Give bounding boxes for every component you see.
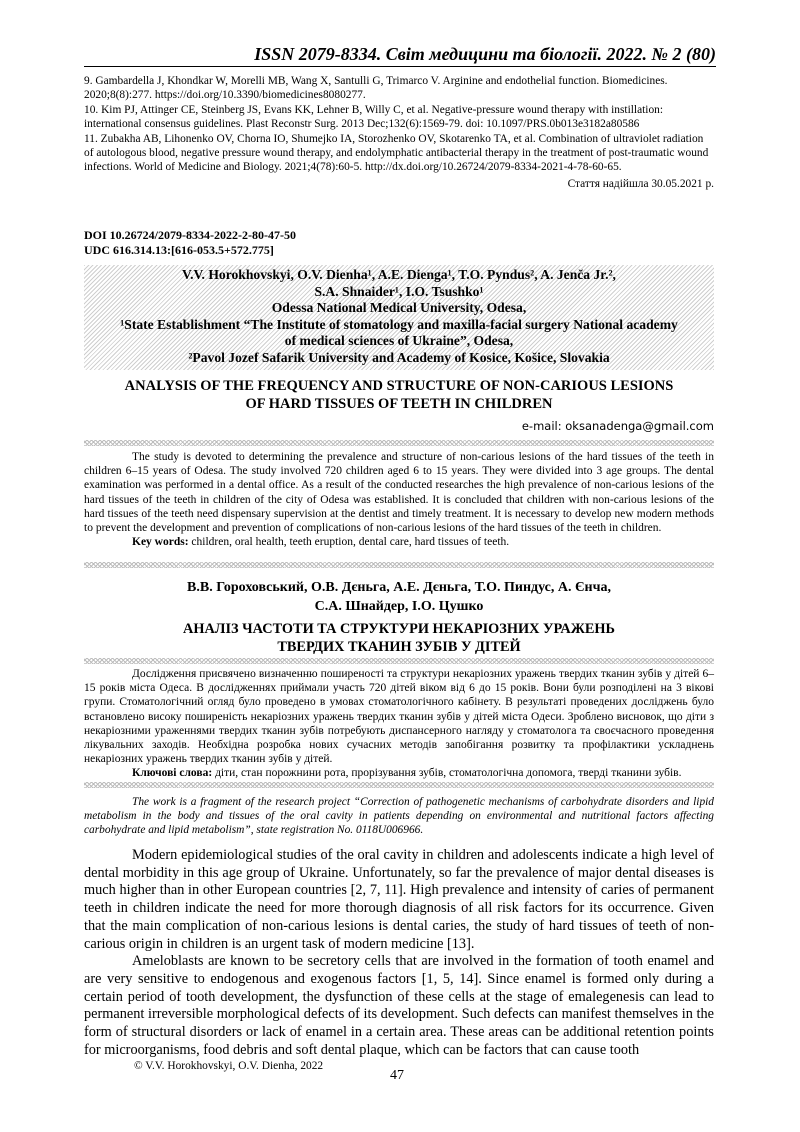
article-title-en	[84, 377, 714, 413]
divider	[84, 440, 714, 446]
keywords-text: діти, стан порожнини рота, прорізування зубів, стоматологічна допомога, тверді тканини зубів.	[212, 767, 682, 780]
journal-header: ISSN 2079-8334. Світ медицини та біології. 2022. № 2 (80)	[254, 44, 716, 64]
body-paragraph: Modern epidemiological studies of the oral cavity in children and adolescents indicate a high level of dental morbidity in this age group of Ukraine. Unfortunately, so far the prevalence of major dental diseases is much higher than in other European countries [2, 7, 11]. High prevalence and intensity of caries of permanent teeth in children indicate the need for more thorough diagnosis of all risk factors for its occurrence. Given that the main complication of non-carious lesions is dental caries, the study of hard tissues of teeth of non-carious origin in children is an urgent task of modern medicine [13].	[84, 847, 714, 952]
authors-ua	[84, 578, 714, 616]
funding-note	[84, 795, 714, 838]
article-identifiers	[84, 228, 296, 258]
title-line: АНАЛІЗ ЧАСТОТИ ТА СТРУКТУРИ НЕКАРІОЗНИХ УРАЖЕНЬ	[183, 621, 615, 637]
authors-affiliations-en	[84, 265, 714, 370]
abstract-text: The study is devoted to determining the prevalence and structure of non-carious lesions of the hard tissues of the teeth in children 6–15 years of Odesa. The study involved 720 children aged 6 to 15 years. They were divided into 3 age groups. The dental examination was performed in a dental office. As a result of the conducted researches the high prevalence of non-carious lesions of the hard tissues of the teeth in children of the city of Odesa was established. It is concluded that children with non-carious lesions of the hard tissues of the teeth need dispensary supervision at the dentist and timely treatment. It is necessary to develop new modern methods to prevent the development and prevention of complications of non-carious lesions of the hard tissues of the teeth in children.	[84, 451, 714, 535]
title-line: ТВЕРДИХ ТКАНИН ЗУБІВ У ДІТЕЙ	[277, 639, 521, 655]
affiliation-line: ¹State Establishment “The Institute of stomatology and maxilla-facial surgery National academy	[120, 316, 678, 332]
authors-line: V.V. Horokhovskyi, O.V. Dienha¹, A.E. Dienga¹, T.O. Pyndus², A. Jenča Jr.²,	[182, 267, 616, 282]
abstract-ua	[84, 667, 714, 781]
body-paragraph: Ameloblasts are known to be secretory cells that are involved in the formation of tooth enamel and are very sensitive to endogenous and exogenous factors [1, 5, 14]. Since enamel is formed only during a certain period of tooth development, the dysfunction of these cells at the stage of emalegenesis can lead to permanent irreversible morphological defects of its development. Such defects can manifest themselves in the form of structural disorders or lack of enamel in a certain area. These areas can be additional retention points for microorganisms, food debris and soft dental plaque, which can be factors that can cause tooth	[84, 953, 714, 1058]
reference-item: 10. Kim PJ, Attinger CE, Steinberg JS, Evans KK, Lehner B, Willy C, et al. Negative-pressure wound therapy with instillation: international consensus guidelines. Plast Reconstr Surg. 2013 Dec;132(6):1569-79. doi: 10.1097/PRS.0b013e3182a80586	[84, 103, 664, 131]
authors-line: S.A. Shnaider¹, I.O. Tsushko¹	[314, 283, 484, 299]
article-body	[84, 847, 714, 1059]
article-title-ua	[84, 620, 714, 656]
header-rule	[84, 66, 716, 67]
keywords-ua	[84, 766, 714, 780]
affiliation-line: Odessa National Medical University, Odesa,	[271, 300, 527, 316]
page-number: 47	[390, 1068, 404, 1083]
copyright: © V.V. Horokhovskyi, O.V. Dienha, 2022	[134, 1060, 324, 1072]
abstract-en	[84, 450, 714, 549]
reference-item: 9. Gambardella J, Khondkar W, Morelli MB, Wang X, Santulli G, Trimarco V. Arginine and endothelial function. Biomedicines. 2020;8(8):277. https://doi.org/10.3390/biomedicines8080277.	[84, 75, 668, 102]
contact-email: e-mail: oksanadenga@gmail.com	[521, 419, 714, 433]
divider	[84, 782, 714, 788]
title-line: OF HARD TISSUES OF TEETH IN CHILDREN	[245, 396, 553, 412]
affiliation-line: of medical sciences of Ukraine”, Odesa,	[284, 333, 514, 349]
reference-item: 11. Zubakha AB, Lihonenko OV, Chorna IO, Shumejko IA, Storozhenko OV, Skotarenko TA, et al. Combination of ultraviolet radiation of autologous blood, negative pressure wound therapy, and endolymphatic antibacterial therapy in the treatment of post-traumatic wound infections. World of Medicine and Biology. 2021;4(78):60-5. http://dx.doi.org/10.26724/2079-8334-2021-4-78-60-65.	[84, 132, 709, 174]
affiliation-line: ²Pavol Jozef Safarik University and Academy of Kosice, Košice, Slovakia	[188, 349, 610, 365]
keywords-label: Ключові слова:	[132, 767, 213, 780]
keywords-text: children, oral health, teeth eruption, dental care, hard tissues of teeth.	[188, 536, 510, 549]
divider	[84, 658, 714, 664]
keywords-label: Key words:	[132, 536, 189, 549]
authors-line: В.В. Гороховський, О.В. Дєньга, А.Е. Дєньга, Т.О. Пиндус, А. Єнча,	[187, 580, 611, 595]
divider	[84, 562, 714, 568]
funding-text: The work is a fragment of the research project “Correction of pathogenetic mechanisms of carbohydrate disorders and lipid metabolism in the body and tissues of the oral cavity in patients depending on environmental and nutritional factors affecting carbohydrate and lipid metabolism”, state registration No. 0118U006966.	[84, 796, 714, 837]
title-line: ANALYSIS OF THE FREQUENCY AND STRUCTURE OF NON-CARIOUS LESIONS	[124, 378, 674, 394]
authors-line: С.А. Шнайдер, І.О. Цушко	[314, 599, 484, 614]
abstract-text: Дослідження присвячено визначенню поширеності та структури некаріозних уражень твердих тканин зубів у дітей 6–15 років міста Одеса. В дослідженнях приймали участь 720 дітей віком від 6 до 15 років. Вони були розподілені на 3 вікові групи. Стоматологічний огляд було проведено в умовах стоматологічного кабінету. В результаті проведених досліджень було встановлено високу поширеність некаріозних уражень твердих тканин зубів у дітей міста Одеси. Зроблено висновок, що діти з некаріозними ураженнями твердих тканин зубів потребують диспансерного нагляду у стоматолога та своєчасного проведення лікувальних заходів. Необхідна розробка нових сучасних методів запобігання розвитку та профілактики ускладнень некаріозних уражень твердих тканин зубів у дітей.	[84, 668, 714, 766]
keywords-en	[84, 535, 714, 549]
reference-list	[84, 74, 714, 175]
udc: UDC 616.314.13:[616-053.5+572.775]	[84, 243, 274, 257]
received-date: Стаття надійшла 30.05.2021 р.	[567, 178, 714, 190]
doi: DOI 10.26724/2079-8334-2022-2-80-47-50	[84, 228, 296, 242]
